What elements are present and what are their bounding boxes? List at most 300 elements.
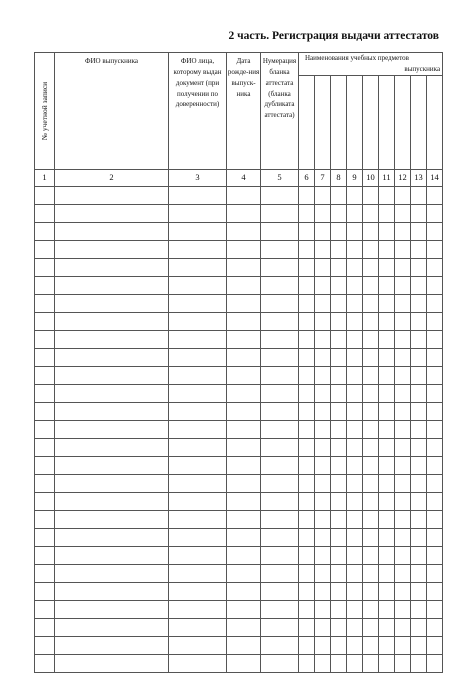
register-cell	[315, 456, 331, 474]
register-cell	[299, 600, 315, 618]
register-cell	[395, 384, 411, 402]
register-cell	[411, 654, 427, 672]
register-cell	[427, 546, 443, 564]
register-cell	[363, 294, 379, 312]
register-cell	[35, 186, 55, 204]
register-cell	[395, 186, 411, 204]
register-cell	[35, 654, 55, 672]
register-cell	[227, 366, 261, 384]
register-cell	[227, 258, 261, 276]
register-cell	[315, 618, 331, 636]
register-cell	[379, 312, 395, 330]
subject-column-header	[363, 75, 379, 169]
register-cell	[395, 312, 411, 330]
register-cell	[411, 348, 427, 366]
register-cell	[395, 258, 411, 276]
register-cell	[395, 510, 411, 528]
register-cell	[427, 492, 443, 510]
register-cell	[35, 600, 55, 618]
register-cell	[395, 636, 411, 654]
register-cell	[331, 528, 347, 546]
register-cell	[363, 492, 379, 510]
register-cell	[35, 564, 55, 582]
register-cell	[227, 528, 261, 546]
register-cell	[35, 582, 55, 600]
register-row	[35, 492, 443, 510]
register-cell	[35, 402, 55, 420]
register-cell	[169, 276, 227, 294]
header-subjects	[299, 53, 443, 76]
register-cell	[55, 258, 169, 276]
register-cell	[347, 438, 363, 456]
register-cell	[331, 510, 347, 528]
register-cell	[427, 222, 443, 240]
register-cell	[411, 204, 427, 222]
register-cell	[331, 492, 347, 510]
register-cell	[261, 240, 299, 258]
register-cell	[363, 564, 379, 582]
header-recipient-name	[169, 53, 227, 170]
register-row	[35, 366, 443, 384]
register-cell	[379, 510, 395, 528]
register-cell	[227, 618, 261, 636]
column-number: 3	[169, 169, 227, 186]
register-cell	[55, 330, 169, 348]
register-cell	[347, 402, 363, 420]
register-cell	[427, 456, 443, 474]
register-cell	[261, 420, 299, 438]
register-row	[35, 636, 443, 654]
register-cell	[227, 510, 261, 528]
register-cell	[169, 240, 227, 258]
register-row	[35, 420, 443, 438]
register-cell	[261, 402, 299, 420]
register-cell	[261, 258, 299, 276]
register-cell	[227, 384, 261, 402]
register-cell	[55, 294, 169, 312]
register-cell	[227, 654, 261, 672]
register-cell	[379, 294, 395, 312]
register-cell	[411, 600, 427, 618]
register-row	[35, 456, 443, 474]
register-cell	[169, 222, 227, 240]
register-cell	[427, 348, 443, 366]
register-row	[35, 528, 443, 546]
register-cell	[411, 312, 427, 330]
register-cell	[35, 294, 55, 312]
register-cell	[227, 474, 261, 492]
register-cell	[331, 474, 347, 492]
register-cell	[35, 546, 55, 564]
register-cell	[427, 384, 443, 402]
register-cell	[55, 186, 169, 204]
register-cell	[55, 420, 169, 438]
register-cell	[347, 204, 363, 222]
header-certificate-number-label: Нумерация бланка аттестата (бланка дубликата аттестата)	[262, 57, 297, 120]
register-cell	[331, 204, 347, 222]
register-cell	[299, 276, 315, 294]
register-cell	[347, 240, 363, 258]
register-cell	[379, 402, 395, 420]
register-cell	[169, 546, 227, 564]
register-cell	[55, 204, 169, 222]
register-cell	[299, 582, 315, 600]
register-cell	[261, 276, 299, 294]
register-cell	[395, 276, 411, 294]
register-cell	[347, 222, 363, 240]
register-cell	[411, 276, 427, 294]
register-cell	[363, 600, 379, 618]
register-cell	[169, 438, 227, 456]
register-cell	[427, 330, 443, 348]
register-cell	[261, 600, 299, 618]
register-cell	[347, 474, 363, 492]
register-cell	[331, 186, 347, 204]
register-cell	[227, 600, 261, 618]
subject-column-header	[411, 75, 427, 169]
register-cell	[411, 384, 427, 402]
register-cell	[363, 204, 379, 222]
register-cell	[261, 456, 299, 474]
register-cell	[315, 564, 331, 582]
register-cell	[35, 222, 55, 240]
register-cell	[261, 222, 299, 240]
register-cell	[427, 474, 443, 492]
register-cell	[395, 348, 411, 366]
register-cell	[299, 258, 315, 276]
register-cell	[331, 618, 347, 636]
register-cell	[411, 258, 427, 276]
register-cell	[315, 258, 331, 276]
subject-column-header	[379, 75, 395, 169]
register-cell	[315, 204, 331, 222]
register-cell	[261, 582, 299, 600]
register-cell	[35, 636, 55, 654]
register-cell	[315, 330, 331, 348]
header-graduate-name-label: ФИО выпускника	[84, 57, 139, 65]
register-cell	[35, 456, 55, 474]
register-row	[35, 186, 443, 204]
register-cell	[347, 366, 363, 384]
register-cell	[55, 438, 169, 456]
register-cell	[379, 240, 395, 258]
register-cell	[35, 348, 55, 366]
page-title: 2 часть. Регистрация выдачи аттестатов	[228, 30, 439, 42]
register-cell	[315, 528, 331, 546]
register-cell	[427, 294, 443, 312]
header-birth-date-label: Дата рожде-ния выпуск-ника	[227, 57, 260, 98]
register-cell	[427, 582, 443, 600]
register-cell	[411, 564, 427, 582]
register-cell	[35, 204, 55, 222]
register-cell	[169, 330, 227, 348]
register-cell	[315, 600, 331, 618]
register-cell	[363, 438, 379, 456]
register-cell	[169, 456, 227, 474]
register-cell	[35, 330, 55, 348]
register-cell	[395, 402, 411, 420]
register-cell	[227, 492, 261, 510]
register-cell	[261, 492, 299, 510]
register-cell	[55, 474, 169, 492]
register-cell	[315, 438, 331, 456]
register-cell	[347, 546, 363, 564]
register-cell	[331, 546, 347, 564]
register-cell	[395, 420, 411, 438]
register-cell	[427, 276, 443, 294]
header-subjects-line2: выпускника	[404, 64, 441, 73]
register-cell	[411, 294, 427, 312]
register-cell	[363, 240, 379, 258]
register-row	[35, 204, 443, 222]
register-cell	[299, 402, 315, 420]
register-cell	[331, 402, 347, 420]
register-cell	[395, 582, 411, 600]
register-cell	[261, 654, 299, 672]
register-row	[35, 582, 443, 600]
register-cell	[347, 528, 363, 546]
register-cell	[363, 474, 379, 492]
register-cell	[347, 312, 363, 330]
register-cell	[411, 618, 427, 636]
register-cell	[55, 510, 169, 528]
register-cell	[379, 186, 395, 204]
register-cell	[379, 258, 395, 276]
register-cell	[299, 366, 315, 384]
register-cell	[395, 204, 411, 222]
register-cell	[379, 636, 395, 654]
subject-column-header	[331, 75, 347, 169]
register-row	[35, 510, 443, 528]
register-cell	[363, 384, 379, 402]
column-number: 5	[261, 169, 299, 186]
register-row	[35, 600, 443, 618]
register-cell	[299, 528, 315, 546]
register-cell	[55, 222, 169, 240]
register-cell	[331, 222, 347, 240]
register-cell	[261, 366, 299, 384]
register-cell	[427, 654, 443, 672]
register-cell	[427, 258, 443, 276]
register-cell	[347, 186, 363, 204]
register-cell	[227, 276, 261, 294]
register-cell	[315, 402, 331, 420]
register-cell	[227, 330, 261, 348]
register-cell	[55, 582, 169, 600]
register-cell	[315, 654, 331, 672]
register-cell	[427, 402, 443, 420]
register-cell	[227, 240, 261, 258]
register-cell	[299, 240, 315, 258]
register-cell	[261, 546, 299, 564]
register-cell	[411, 546, 427, 564]
register-cell	[395, 528, 411, 546]
register-cell	[427, 312, 443, 330]
register-cell	[427, 420, 443, 438]
register-cell	[261, 348, 299, 366]
register-cell	[169, 618, 227, 636]
register-cell	[363, 258, 379, 276]
column-number: 14	[427, 169, 443, 186]
register-cell	[347, 636, 363, 654]
register-cell	[395, 492, 411, 510]
register-cell	[315, 312, 331, 330]
register-cell	[331, 438, 347, 456]
register-cell	[395, 438, 411, 456]
register-cell	[379, 366, 395, 384]
register-row	[35, 654, 443, 672]
header-birth-date	[227, 53, 261, 170]
subject-column-header	[427, 75, 443, 169]
register-cell	[395, 294, 411, 312]
register-cell	[331, 240, 347, 258]
register-cell	[379, 222, 395, 240]
register-cell	[363, 618, 379, 636]
register-cell	[299, 618, 315, 636]
register-cell	[411, 420, 427, 438]
register-cell	[315, 186, 331, 204]
register-cell	[347, 420, 363, 438]
register-row	[35, 474, 443, 492]
register-cell	[169, 348, 227, 366]
register-cell	[379, 204, 395, 222]
register-cell	[379, 546, 395, 564]
register-row	[35, 438, 443, 456]
column-number: 4	[227, 169, 261, 186]
register-cell	[55, 276, 169, 294]
register-cell	[411, 636, 427, 654]
register-cell	[363, 276, 379, 294]
register-cell	[363, 420, 379, 438]
register-cell	[395, 474, 411, 492]
register-cell	[299, 222, 315, 240]
register-cell	[411, 186, 427, 204]
register-cell	[427, 528, 443, 546]
register-cell	[331, 258, 347, 276]
register-cell	[261, 312, 299, 330]
register-cell	[169, 402, 227, 420]
register-cell	[299, 510, 315, 528]
register-cell	[227, 438, 261, 456]
subject-column-header	[299, 75, 315, 169]
register-row	[35, 618, 443, 636]
register-cell	[299, 636, 315, 654]
register-cell	[331, 582, 347, 600]
register-cell	[347, 564, 363, 582]
register-cell	[347, 654, 363, 672]
register-cell	[35, 420, 55, 438]
register-cell	[55, 348, 169, 366]
register-cell	[35, 276, 55, 294]
register-cell	[35, 510, 55, 528]
register-cell	[331, 330, 347, 348]
register-cell	[35, 492, 55, 510]
register-cell	[363, 186, 379, 204]
register-cell	[363, 636, 379, 654]
register-cell	[427, 510, 443, 528]
register-cell	[411, 510, 427, 528]
register-cell	[411, 366, 427, 384]
register-cell	[55, 618, 169, 636]
register-cell	[411, 456, 427, 474]
register-cell	[427, 204, 443, 222]
register-cell	[379, 330, 395, 348]
register-cell	[169, 600, 227, 618]
subject-column-header	[315, 75, 331, 169]
register-cell	[299, 186, 315, 204]
register-cell	[347, 492, 363, 510]
register-cell	[315, 366, 331, 384]
register-cell	[169, 510, 227, 528]
register-cell	[55, 546, 169, 564]
register-cell	[347, 330, 363, 348]
register-cell	[395, 330, 411, 348]
register-cell	[299, 294, 315, 312]
register-cell	[169, 582, 227, 600]
register-cell	[227, 546, 261, 564]
register-cell	[411, 330, 427, 348]
register-cell	[261, 528, 299, 546]
register-cell	[379, 654, 395, 672]
register-cell	[331, 276, 347, 294]
register-cell	[331, 348, 347, 366]
register-cell	[379, 438, 395, 456]
register-cell	[227, 456, 261, 474]
register-cell	[299, 204, 315, 222]
register-cell	[299, 420, 315, 438]
register-cell	[169, 312, 227, 330]
register-row	[35, 402, 443, 420]
register-cell	[169, 384, 227, 402]
register-cell	[395, 456, 411, 474]
register-cell	[379, 276, 395, 294]
register-cell	[331, 456, 347, 474]
register-cell	[55, 528, 169, 546]
register-cell	[35, 258, 55, 276]
register-cell	[331, 636, 347, 654]
register-cell	[395, 366, 411, 384]
register-cell	[299, 492, 315, 510]
register-cell	[363, 366, 379, 384]
register-cell	[331, 654, 347, 672]
register-cell	[261, 384, 299, 402]
register-cell	[169, 204, 227, 222]
register-cell	[347, 456, 363, 474]
register-cell	[347, 384, 363, 402]
register-body	[35, 186, 443, 672]
register-cell	[299, 474, 315, 492]
register-cell	[169, 294, 227, 312]
register-cell	[169, 492, 227, 510]
register-cell	[35, 528, 55, 546]
register-cell	[169, 186, 227, 204]
register-cell	[261, 636, 299, 654]
register-cell	[395, 618, 411, 636]
register-cell	[363, 222, 379, 240]
register-cell	[315, 510, 331, 528]
header-record-no	[35, 53, 55, 170]
register-cell	[315, 474, 331, 492]
register-cell	[331, 312, 347, 330]
register-cell	[315, 222, 331, 240]
register-cell	[169, 528, 227, 546]
register-cell	[363, 402, 379, 420]
register-cell	[35, 438, 55, 456]
register-cell	[363, 312, 379, 330]
register-cell	[299, 564, 315, 582]
register-cell	[299, 348, 315, 366]
column-number-row	[35, 169, 443, 186]
